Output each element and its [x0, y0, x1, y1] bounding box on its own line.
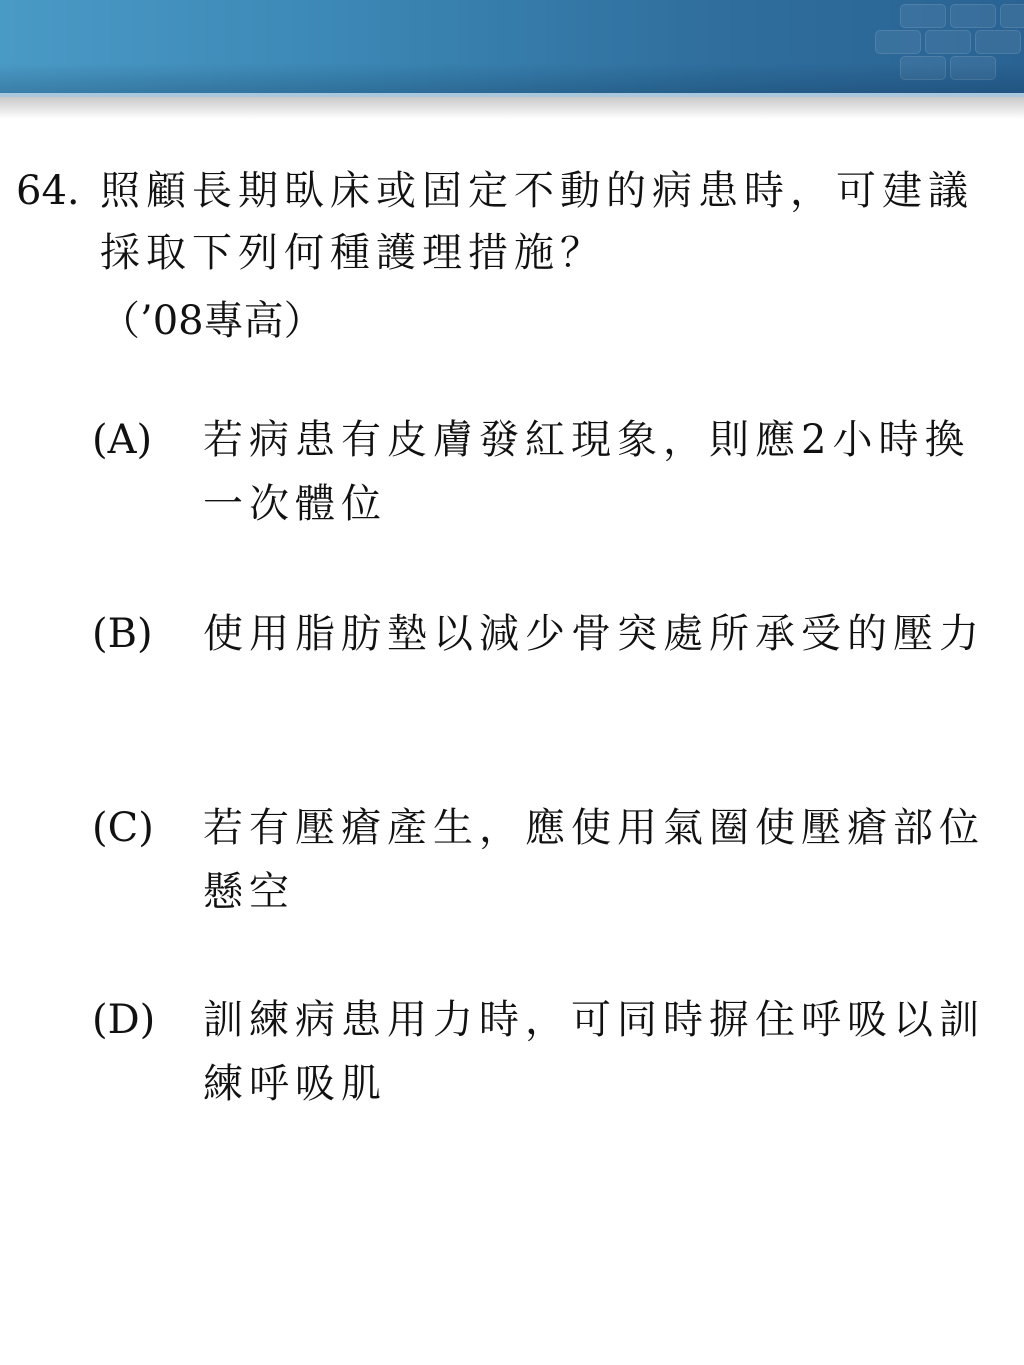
- header-decor-tile: [925, 30, 971, 54]
- header-decor-tile: [975, 30, 1021, 54]
- header-shade: [0, 63, 1024, 93]
- header-shadow: [0, 97, 1024, 119]
- option-b-label: (B): [92, 611, 153, 657]
- option-d-text: 訓練病患用力時，可同時摒住呼吸以訓練呼吸肌: [203, 997, 985, 1107]
- header-decor-tile: [900, 4, 946, 28]
- question-source: （’08專高）: [100, 298, 324, 344]
- option-c-label: (C): [92, 805, 154, 851]
- option-c-text: 若有壓瘡產生，應使用氣圈使壓瘡部位懸空: [203, 805, 985, 915]
- question-number: 64.: [16, 168, 80, 214]
- option-d-label: (D): [92, 997, 156, 1043]
- header-decor-tile: [875, 30, 921, 54]
- option-a-text: 若病患有皮膚發紅現象，則應2小時換一次體位: [203, 417, 971, 527]
- header-decor-tile: [950, 4, 996, 28]
- option-b-text: 使用脂肪墊以減少骨突處所承受的壓力: [203, 611, 985, 657]
- header-decor-tile: [1000, 4, 1024, 28]
- option-a-label: (A): [92, 417, 153, 463]
- header-banner: [0, 0, 1024, 93]
- question-text: 照顧長期臥床或固定不動的病患時，可建議採取下列何種護理措施？: [100, 168, 974, 276]
